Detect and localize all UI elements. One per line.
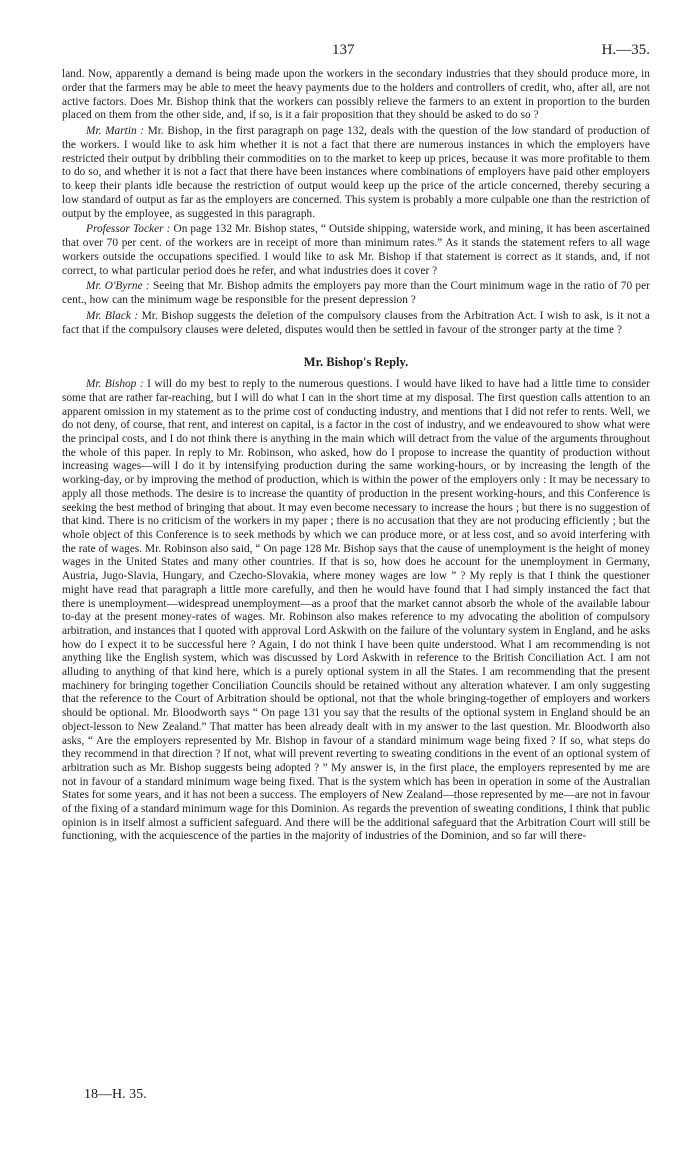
reply-section [62, 378, 650, 844]
speaker-name: Mr. O'Byrne : [86, 280, 150, 293]
paragraph [62, 125, 650, 221]
speaker-name: Professor Tocker : [86, 223, 171, 236]
paragraph-text: land. Now, apparently a demand is being made upon the workers in the secondary industries that they should produce more, in order that the farmers may be able to meet the heavy payments due to the holders and controllers of credit, who, after all, are not active factors. Does Mr. Bishop think that the workers can possibly relieve the farmers to an extent in proportion to the burden placed on them from the other side, and, if so, is it a fair proposition that they should be asked to do so ? [62, 68, 650, 122]
paragraph [62, 310, 650, 338]
paragraph-text: On page 132 Mr. Bishop states, “ Outside shipping, waterside work, and mining, it has been ascertained that over 70 per cent. of the workers are in receipt of more than minimum rates.” As it stands the statement refers to all wage workers outside the occupations specified. I would like to ask Mr. Bishop if that statement is correct as it stands, and, if not correct, to what particular period does he refer, and what industries does it cover ? [62, 223, 650, 277]
paragraph-text: Seeing that Mr. Bishop admits the employers pay more than the Court minimum wage in the ratio of 70 per cent., how can the minimum wage be responsible for the present depression ? [62, 280, 650, 306]
questions-section [62, 68, 650, 337]
page-number: 137 [332, 42, 355, 58]
paragraph-text: I will do my best to reply to the numerous questions. I would have liked to have had a little time to consider some that are rather far-reaching, but I will do what I can in the short time at my disposal. The first question calls attention to an apparent omission in my statement as to the prime cost of conducting industry, and mentions that I did not refer to rents. Well, we do not deny, of course, that rent, and interest on capital, is a factor in the cost of industry, and we endeavoured to show what were the principal costs, and I do not think there is anything in the main which will detract from the value of the arguments throughout the whole of this paper. In reply to Mr. Robinson, who asked, how do I propose to increase the quantity of production without increasing wages—will I do it by intensifying production during the same working-hours, or by increasing the length of the working-day, or by improving the method of production, which is within the power of the employers only : It may be necessary to apply all those methods. The desire is to increase the quantity of production in the present working-hours, and this Conference is seeking the best method of bringing that about. It may even become necessary to increase the hours ; but there is no suggestion of that kind. There is no criticism of the workers in my paper ; there is no accusation that they are not producing efficiently ; but the whole object of this Conference is to seek methods by which we can produce more, or at less cost, and so avoid interfering with the rate of wages. Mr. Robinson also said, “ On page 128 Mr. Bishop says that the cause of unemployment is the height of money wages in the United States and many other countries. If that is so, how does he account for the unemployment in Germany, Austria, Jugo-Slavia, Hungary, and Czecho-Slovakia, where money wages are low ” ? My reply is that I think the questioner might have read that paragraph a little more carefully, and then he would have found that I had simply instanced the fact that there is unemployment—widespread unemployment—as a proof that the market cannot absorb the whole of the available labour to-day at the present money-rates of wages. Mr. Robinson also makes reference to my advocating the abolition of compulsory arbitration, and instances that I quoted with approval Lord Askwith on the failure of the voluntary system in England, and he asks how do I expect it to be successful here ? Again, I do not think I have been quite understood. What I am recommending is not anything like the English system, which was discussed by Lord Askwith in reference to the British Conciliation Act. I am not alluding to anything of that kind here, which is a purely optional system in all the States. I am recommending that the present machinery for bringing together Conciliation Councils should be retained without any alteration whatever. I am only suggesting that the reference to the Court of Arbitration should be optional, not that the whole bringing-together of employers and workers should be optional. Mr. Bloodworth says “ On page 131 you say that the results of the optional system in England should be an object-lesson to New Zealand.” That matter has been already dealt with in my answer to the last question. Mr. Bloodworth also asks, “ Are the employers represented by Mr. Bishop in favour of a standard minimum wage being fixed ? If so, what steps do they recommend in that direction ? If not, what will prevent reverting to sweating conditions in the event of an optional system of arbitration such as Mr. Bishop suggests being adopted ? ” My answer is, in the first place, the employers represented by me are not in favour of a standard minimum wage being fixed. That is the system which has been in operation in some of the Australian States for some years, and it has not been a success. The employers of New Zealand—those represented by me—are not in favour of the fixing of a standard minimum wage for this Dominion. As regards the prevention of sweating conditions, I think that public opinion is in itself almost a sufficient safeguard. And there will be the additional safeguard that the Arbitration Court will still be functioning, with the acquiescence of the parties in the majority of industries of the Dominion, and so far will there- [62, 378, 650, 843]
section-heading: Mr. Bishop's Reply. [303, 355, 409, 370]
reply-paragraph [62, 378, 650, 844]
speaker-name: Mr. Black : [86, 309, 139, 322]
paragraph [62, 223, 650, 278]
page-footer-signature: 18—H. 35. [84, 1087, 147, 1102]
paragraph-text: Mr. Bishop, in the first paragraph on page 132, deals with the question of the low standard of production of the workers. I would like to ask him whether it is not a fact that there are numerous instances in which the employers have restricted their output by dribbling their commodities on to the market to keep up prices, because it was more profitable to them to do so, and whether it is not a fact that there have been instances where combinations of employers have paid other employers to keep their plants idle because the restriction of output would keep up the price of the article concerned, thereby securing a low standard of output as far as the employers are concerned. This system is probably a more culpable one than the restriction of output by the employee, as suggested in this paragraph. [62, 125, 650, 220]
paragraph-text: Mr. Bishop suggests the deletion of the compulsory clauses from the Arbitration Act. I wish to ask, is it not a fact that if the compulsory clauses were deleted, disputes would then be settled in favour of the stronger party at the time ? [62, 309, 650, 336]
document-reference: H.—35. [601, 42, 650, 58]
speaker-name: Mr. Bishop : [86, 378, 144, 391]
speaker-name: Mr. Martin : [86, 125, 145, 137]
paragraph [62, 280, 650, 308]
paragraph [62, 68, 650, 123]
document-page [62, 34, 650, 844]
page-header [62, 34, 650, 62]
